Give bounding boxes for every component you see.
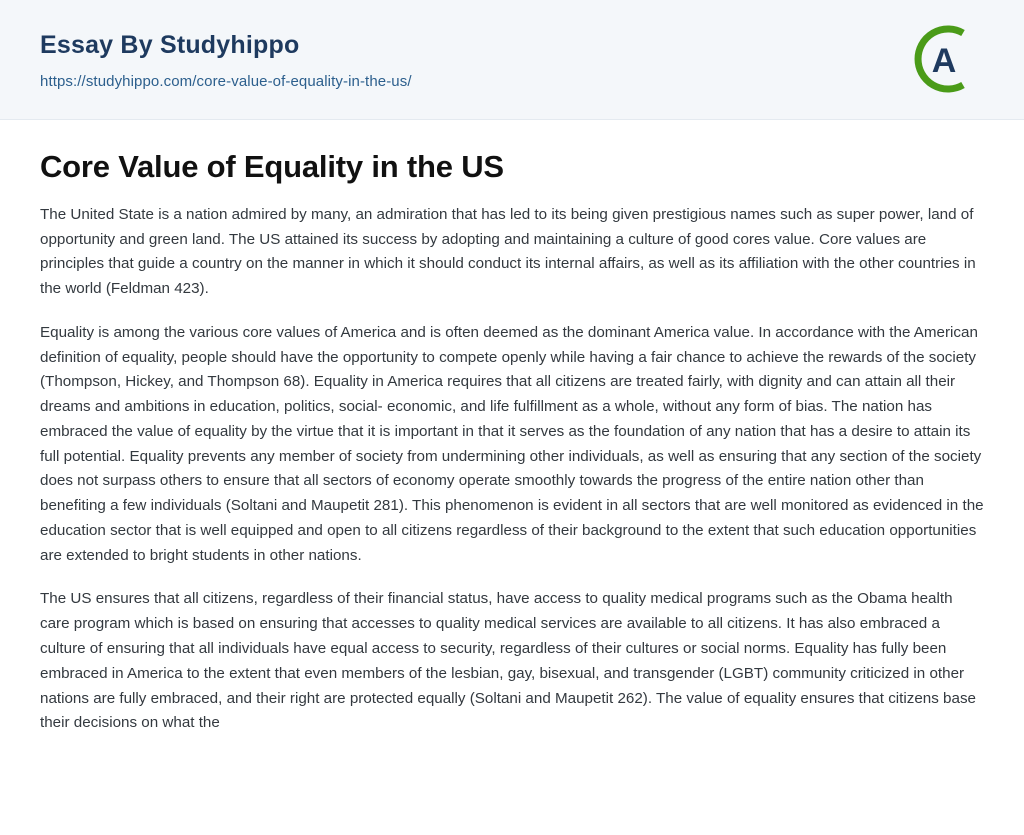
source-url: https://studyhippo.com/core-value-of-equality-in-the-us/: [40, 73, 412, 90]
site-header: [0, 0, 1024, 120]
document-content: [0, 120, 1024, 736]
svg-text:A: A: [931, 42, 957, 80]
studyhippo-logo-icon: [908, 22, 982, 96]
paragraph-3: The US ensures that all citizens, regardless of their financial status, have access to quality medical programs such as the Obama health care program which is based on ensuring that accesses to quality medical services are available to all citizens. It has also embraced a culture of ensuring that all individuals have equal access to security, regardless of their cultures or social norms. Equality has fully been embraced in America to the extent that even members of the lesbian, gay, bisexual, and transgender (LGBT) community criticized in other nations are fully embraced, and their right are protected equally (Soltani and Maupetit 262). The value of equality ensures that citizens base their decisions on what the: [40, 590, 976, 732]
paragraph-1: The United State is a nation admired by many, an admiration that has led to its being given prestigious names such as super power, land of opportunity and green land. The US attained its success by adopting and maintaining a culture of good cores value. Core values are principles that guide a country on the manner in which it should conduct its internal affairs, as well as its affiliation with the other countries in the world (Feldman 423).: [40, 205, 976, 298]
page-title: Core Value of Equality in the US: [40, 149, 504, 184]
brand-title: Essay By Studyhippo: [40, 31, 300, 59]
paragraph-2: Equality is among the various core values of America and is often deemed as the dominant America value. In accordance with the American definition of equality, people should have the opportunity to compete openly while having a fair chance to achieve the rewards of the society (Thompson, Hickey, and Thompson 68). Equality in America requires that all citizens are treated fairly, with dignity and can attain all their dreams and ambitions in education, politics, social- economic, and life fulfillment as a whole, without any form of bias. The nation has embraced the value of equality by the virtue that it is important in that it serves as the foundation of any nation that has a desire to attain its full potential. Equality prevents any member of society from undermining other individuals, as well as ensuring that any section of the society does not surpass others to ensure that all sectors of economy operate smoothly towards the progress of the entire nation other than benefiting a few individuals (Soltani and Maupetit 281). This phenomenon is evident in all sectors that are well monitored as evidenced in the education sector that is well equipped and open to all citizens regardless of their background to the extent that such education opportunities are extended to bright students in other nations.: [40, 323, 984, 564]
